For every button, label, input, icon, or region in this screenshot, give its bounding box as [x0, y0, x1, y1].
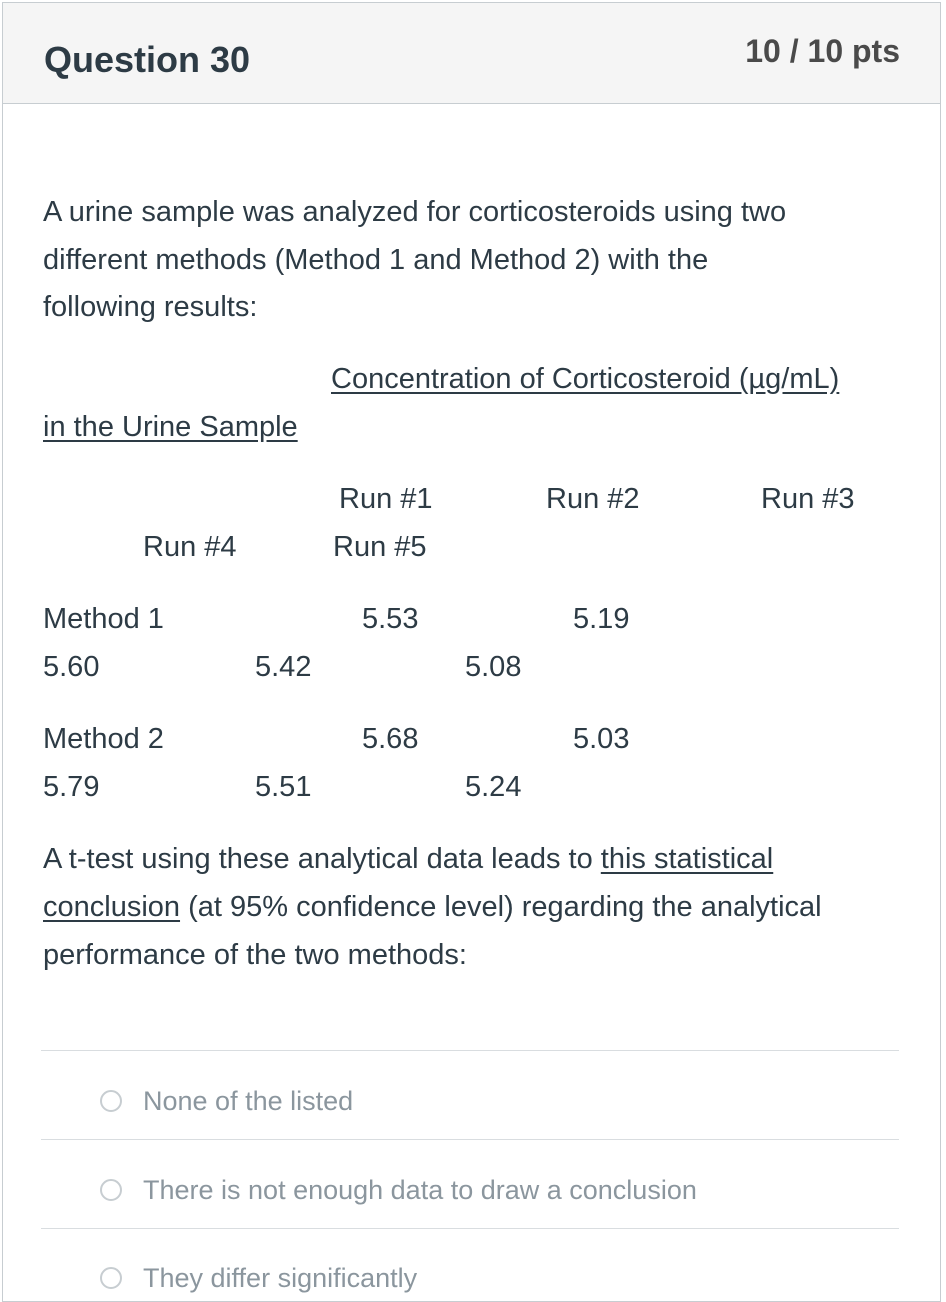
answer-divider — [41, 1139, 899, 1140]
answer-label: They differ significantly — [143, 1262, 418, 1293]
run-header-3: Run #3 — [761, 483, 855, 515]
run-header-5: Run #5 — [333, 531, 427, 563]
run-header-4: Run #4 — [143, 531, 237, 563]
method-1-label: Method 1 — [43, 603, 164, 635]
followup-line-2 — [43, 883, 822, 931]
run-header-1: Run #1 — [339, 483, 433, 515]
statistical-conclusion-link-part-1[interactable]: this statistical — [600, 843, 774, 875]
method-1-run-2: 5.19 — [573, 603, 630, 635]
table-caption-continued: in the Urine Sample — [43, 411, 298, 443]
method-2-run-1: 5.68 — [362, 723, 419, 755]
method-2-run-2: 5.03 — [573, 723, 630, 755]
method-2-label: Method 2 — [43, 723, 164, 755]
prompt-line-3: following results: — [43, 291, 258, 323]
question-title: Question 30 — [44, 39, 251, 80]
table-caption: Concentration of Corticosteroid (µg/mL) — [331, 363, 840, 395]
followup-line-3: performance of the two methods: — [43, 939, 467, 971]
radio-button[interactable] — [100, 1090, 122, 1112]
method-2-run-5: 5.24 — [465, 771, 522, 803]
method-1-run-4: 5.42 — [255, 651, 312, 683]
question-points: 10 / 10 pts — [745, 33, 900, 69]
answer-option-2[interactable] — [100, 1170, 697, 1210]
radio-button[interactable] — [100, 1179, 122, 1201]
followup-line-1 — [43, 835, 773, 883]
method-2-run-3: 5.79 — [43, 771, 100, 803]
answer-option-1[interactable] — [100, 1081, 353, 1121]
followup-text-2: (at 95% confidence level) regarding the analytical — [180, 891, 822, 923]
prompt-line-1: A urine sample was analyzed for corticosteroids using two — [43, 196, 787, 228]
answer-label: There is not enough data to draw a conclusion — [143, 1174, 697, 1205]
method-1-run-1: 5.53 — [362, 603, 419, 635]
method-2-run-4: 5.51 — [255, 771, 312, 803]
method-1-run-3: 5.60 — [43, 651, 100, 683]
question-header — [3, 3, 940, 104]
statistical-conclusion-link-part-2[interactable]: conclusion — [43, 891, 181, 923]
radio-button[interactable] — [100, 1267, 122, 1289]
answer-divider — [41, 1050, 899, 1051]
answer-label: None of the listed — [143, 1085, 354, 1116]
answer-divider — [41, 1228, 899, 1229]
run-header-2: Run #2 — [546, 483, 640, 515]
followup-text-1: A t-test using these analytical data leads to — [43, 843, 601, 875]
prompt-line-2: different methods (Method 1 and Method 2) with the — [43, 244, 709, 276]
method-1-run-5: 5.08 — [465, 651, 522, 683]
answer-option-3[interactable] — [100, 1258, 417, 1298]
